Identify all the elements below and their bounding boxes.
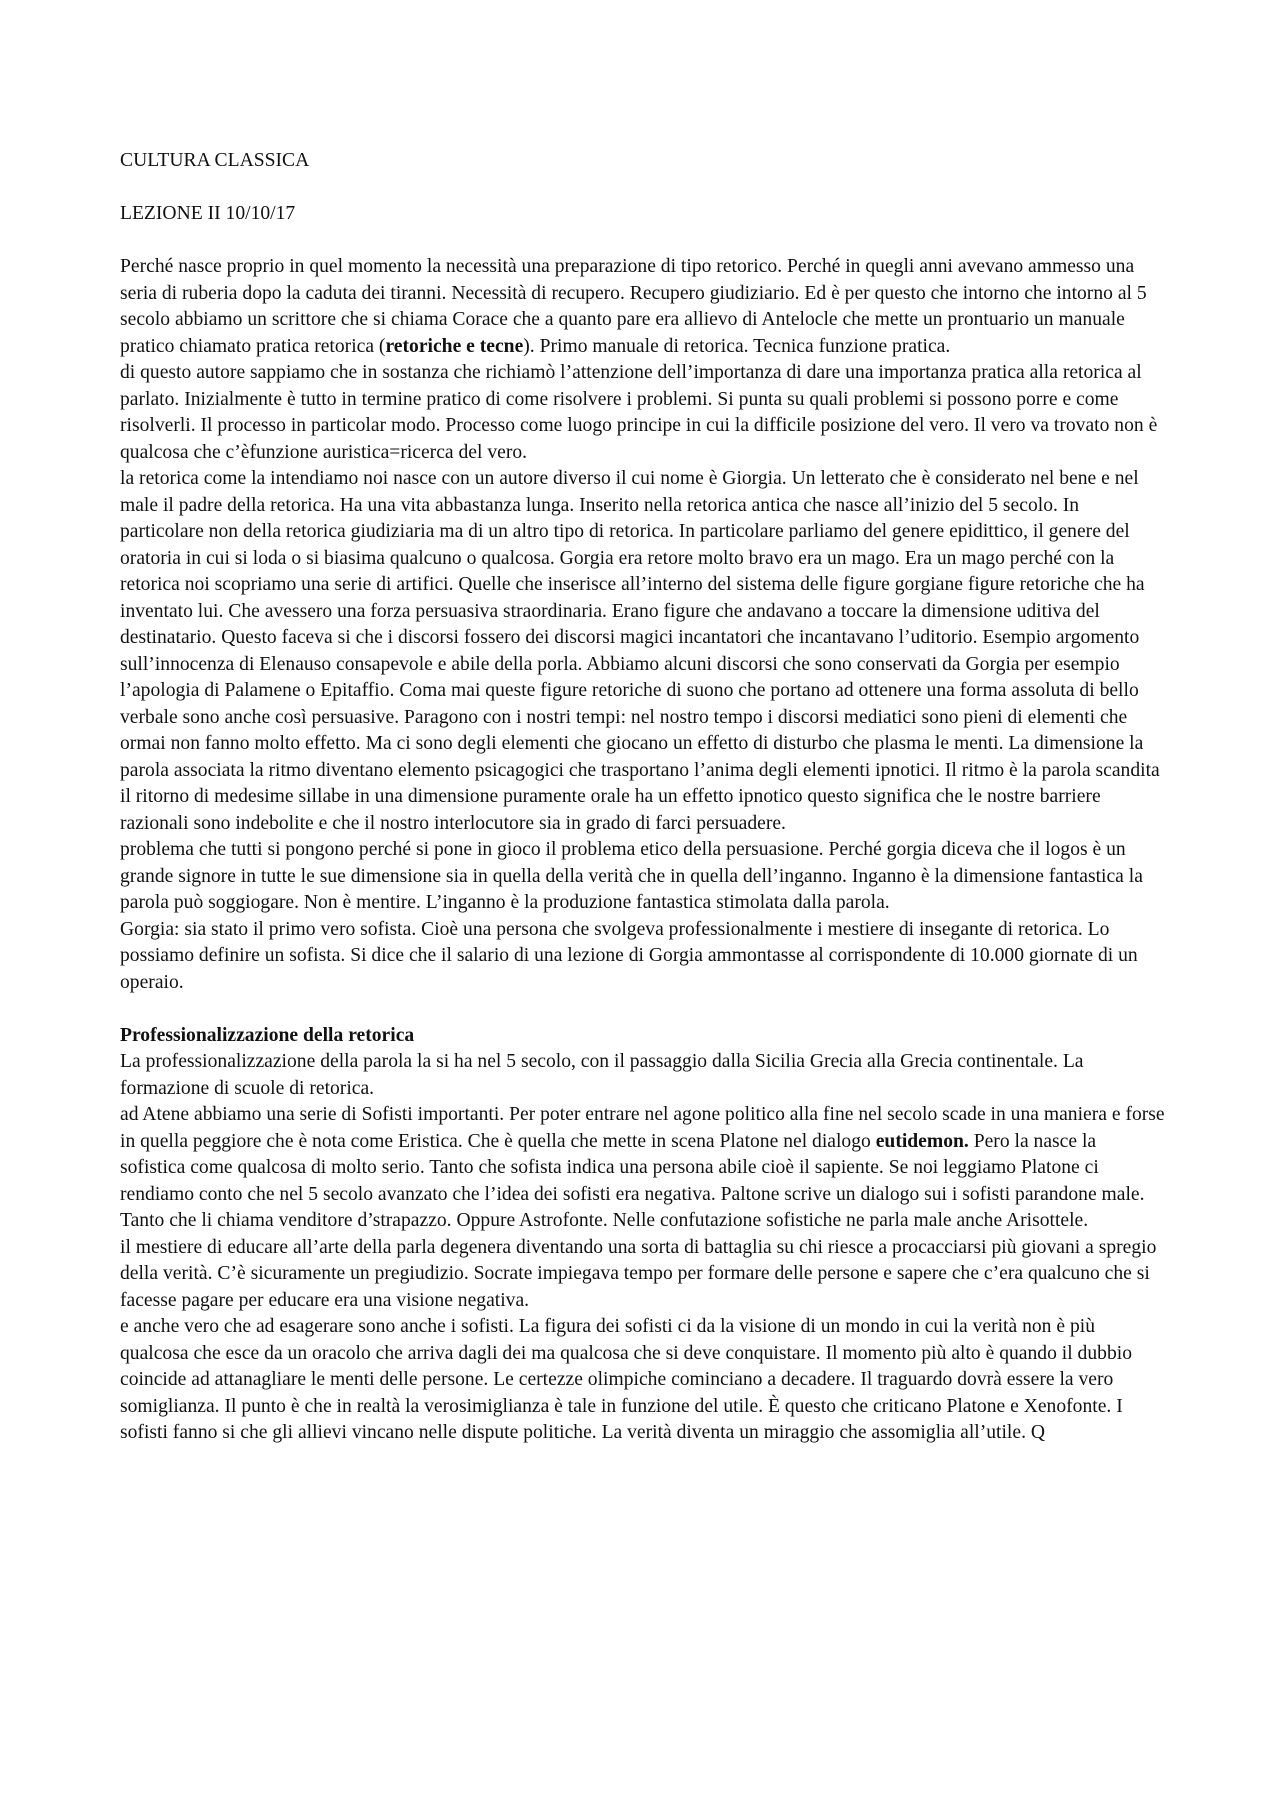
bold-term-eutidemon: eutidemon. bbox=[875, 1130, 969, 1152]
paragraph-9: e anche vero che ad esagerare sono anche i sofisti. La figura dei sofisti ci da la visione di un mondo in cui la verità non è più qualcosa che esce da un oracolo che arriva dagli dei ma qualcosa che si deve conquistare. Il momento più alto è quando il dubbio coincide ad attanagliare le menti delle persone. Le certezze olimpiche cominciano a decadere. Il traguardo dovrà essere la vero somiglianza. Il punto è che in realtà la verosimiglianza è tale in funzione del utile. È questo che criticano Platone e Xenofonte. I sofisti fanno si che gli allievi vincano nelle dispute politiche. La verità diventa un miraggio che assomiglia all’utile. Q bbox=[120, 1316, 1132, 1443]
section-spacer bbox=[120, 996, 1165, 1023]
document-title: CULTURA CLASSICA bbox=[120, 150, 310, 171]
paragraph-1: Perché nasce proprio in quel momento la necessità una preparazione di tipo retorico. Perché in quegli anni avevano ammesso una seria di ruberia dopo la caduta dei tiranni. Necessità di recupero. Recupero giudiziario. Ed è per questo che intorno che intorno al 5 secolo abbiamo un scrittore che si chiama Corace che a quanto pare era allievo di Antelocle che mette un prontuario un manuale pratico chiamato pratica retorica (retoriche e tecne). Primo manuale di retorica. Tecnica funzione pratica. bbox=[120, 256, 1147, 357]
lesson-heading: LEZIONE II 10/10/17 bbox=[120, 203, 296, 224]
paragraph-5: Gorgia: sia stato il primo vero sofista. Cioè una persona che svolgeva professionalmente i mestiere di insegante di retorica. Lo possiamo definire un sofista. Si dice che il salario di una lezione di Gorgia ammontasse al corrispondente di 10.000 giornate di un operaio. bbox=[120, 918, 1138, 993]
paragraph-3: la retorica come la intendiamo noi nasce con un autore diverso il cui nome è Giorgia. Un letterato che è considerato nel bene e nel male il padre della retorica. Ha una vita abbastanza lunga. Inserito nella retorica antica che nasce all’inizio del 5 secolo. In particolare non della retorica giudiziaria ma di un altro tipo di retorica. In particolare parliamo del genere epidittico, il genere del oratoria in cui si loda o si biasima qualcuno o qualcosa. Gorgia era retore molto bravo era un mago. Era un mago perché con la retorica noi scopriamo una serie di artifici. Quelle che inserisce all’interno del sistema delle figure gorgiane figure retoriche che ha inventato lui. Che avessero una forza persuasiva straordinaria. Erano figure che andavano a toccare la dimensione uditiva del destinatario. Questo faceva si che i discorsi fossero dei discorsi magici incantatori che incantavano l’uditorio. Esempio argomento sull’innocenza di Elenauso consapevole e abile della porla. Abbiamo alcuni discorsi che sono conservati da Gorgia per esempio l’apologia di Palamene o Epitaffio. Coma mai queste figure retoriche di suono che portano ad ottenere una forma assoluta di bello verbale sono anche così persuasive. Paragono con i nostri tempi: nel nostro tempo i discorsi mediatici sono pieni di elementi che ormai non fanno molto effetto. Ma ci sono degli elementi che giocano un effetto di disturbo che plasma le menti. La dimensione la parola associata la ritmo diventano elemento psicagogici che trasportano l’anima degli elementi ipnotici. Il ritmo è la parola scandita il ritorno di medesime sillabe in una dimensione puramente orale ha un effetto ipnotico questo significa che le nostre barriere razionali sono indebolite e che il nostro interlocutore sia in grado di farci persuadere. bbox=[120, 468, 1160, 834]
document-page bbox=[120, 148, 1165, 1447]
paragraph-6: La professionalizzazione della parola la si ha nel 5 secolo, con il passaggio dalla Sicilia Grecia alla Grecia continentale. La formazione di scuole di retorica. bbox=[120, 1051, 1084, 1099]
paragraph-8: il mestiere di educare all’arte della parla degenera diventando una sorta di battaglia su chi riesce a procacciarsi più giovani a spregio della verità. C’è sicuramente un pregiudizio. Socrate impiegava tempo per formare delle persone e sapere che c’era qualcuno che si facesse pagare per educare era una visione negativa. bbox=[120, 1236, 1157, 1311]
paragraph-2: di questo autore sappiamo che in sostanza che richiamò l’attenzione dell’importanza di dare una importanza pratica alla retorica al parlato. Inizialmente è tutto in termine pratico di come risolvere i problemi. Si punta su quali problemi si possono porre e come risolverli. Il processo in particolar modo. Processo come luogo principe in cui la difficile posizione del vero. Il vero va trovato non è qualcosa che c’èfunzione auristica=ricerca del vero. bbox=[120, 362, 1158, 463]
paragraph-7: ad Atene abbiamo una serie di Sofisti importanti. Per poter entrare nel agone politico alla fine nel secolo scade in una maniera e forse in quella peggiore che è nota come Eristica. Che è quella che mette in scena Platone nel dialogo eutidemon. Pero la nasce la sofistica come qualcosa di molto serio. Tanto che sofista indica una persona abile cioè il sapiente. Se noi leggiamo Platone ci rendiamo conto che nel 5 secolo avanzato che l’idea dei sofisti era negativa. Paltone scrive un dialogo sui i sofisti parandone male. Tanto che li chiama venditore d’strapazzo. Oppure Astrofonte. Nelle confutazione sofistiche ne parla male anche Arisottele. bbox=[120, 1104, 1165, 1231]
bold-term-retoriche: retoriche e tecne bbox=[385, 335, 524, 357]
section-professionalizzazione bbox=[120, 1023, 1165, 1447]
section-heading: Professionalizzazione della retorica bbox=[120, 1024, 415, 1046]
section-intro bbox=[120, 254, 1165, 996]
paragraph-4: problema che tutti si pongono perché si pone in gioco il problema etico della persuasione. Perché gorgia diceva che il logos è un grande signore in tutte le sue dimensione sia in quella della verità che in quella dell’inganno. Inganno è la dimensione fantastica la parola può soggiogare. Non è mentire. L’inganno è la produzione fantastica stimolata dalla parola. bbox=[120, 839, 1143, 913]
